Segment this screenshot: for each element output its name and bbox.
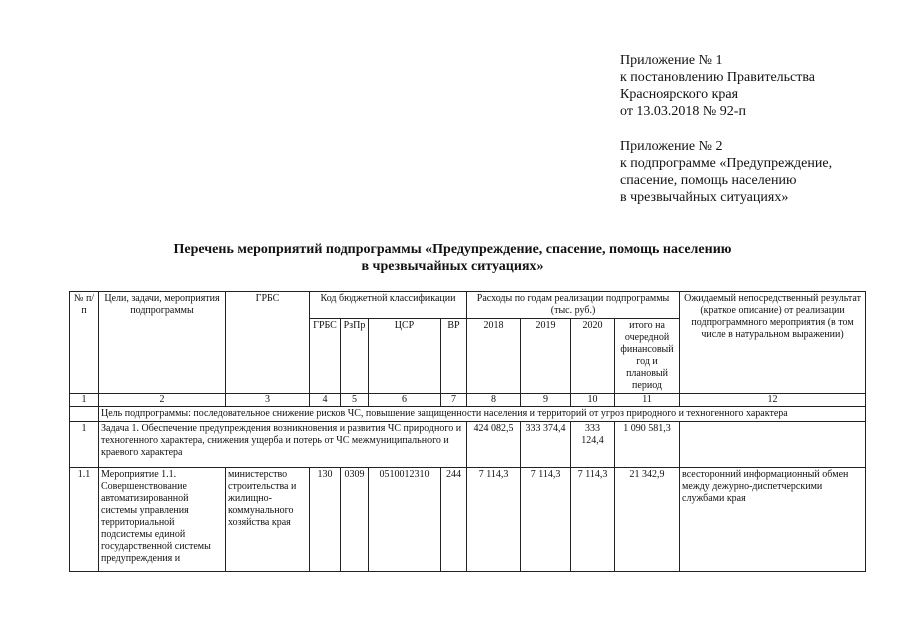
header-grbs: ГРБС <box>226 292 310 394</box>
measure-code-vr: 244 <box>441 468 467 572</box>
appendix-1-block <box>620 52 815 120</box>
title-line: Перечень мероприятий подпрограммы «Предупреждение, спасение, помощь населению <box>173 242 732 257</box>
appendix-2-block <box>620 138 832 206</box>
appendix-2-line: Приложение № 2 <box>620 139 723 154</box>
measure-text: Мероприятие 1.1. Совершенствование автоматизированной системы управления территориальной подсистемы единой государственной системы предупреждения и <box>99 468 226 572</box>
measures-table <box>69 291 866 572</box>
col-number: 2 <box>99 394 226 407</box>
header-code-rzpr: РзПр <box>341 319 369 394</box>
measure-code-rzpr: 0309 <box>341 468 369 572</box>
col-number: 9 <box>521 394 571 407</box>
header-total: итого на очередной финансовый год и плановый период <box>615 319 680 394</box>
appendix-1-line: Приложение № 1 <box>620 53 723 68</box>
header-num: № п/п <box>70 292 99 394</box>
header-goals: Цели, задачи, мероприятия подпрограммы <box>99 292 226 394</box>
task-2019: 333 374,4 <box>521 422 571 468</box>
col-number: 5 <box>341 394 369 407</box>
task-text: Задача 1. Обеспечение предупреждения возникновения и развития ЧС природного и техногенного характера, снижения ущерба и потерь от ЧС межмуниципального и краевого характера <box>99 422 467 468</box>
appendix-1-line: Красноярского края <box>620 87 739 102</box>
col-number: 3 <box>226 394 310 407</box>
task-2018: 424 082,5 <box>467 422 521 468</box>
measure-2018: 7 114,3 <box>467 468 521 572</box>
measure-2020: 7 114,3 <box>571 468 615 572</box>
col-number: 4 <box>310 394 341 407</box>
task-total: 1 090 581,3 <box>615 422 680 468</box>
header-result: Ожидаемый непосредственный результат (краткое описание) от реализации подпрограммного мероприятия (в том числе в натуральном выражении) <box>680 292 866 394</box>
measure-code-csr: 0510012310 <box>369 468 441 572</box>
header-year-2019: 2019 <box>521 319 571 394</box>
col-number: 11 <box>615 394 680 407</box>
col-number: 8 <box>467 394 521 407</box>
appendix-2-line: к подпрограмме «Предупреждение, <box>620 156 833 171</box>
col-number: 1 <box>70 394 99 407</box>
measure-result: всесторонний информационный обмен между дежурно-диспетчерскими службами края <box>680 468 866 572</box>
document-title <box>0 241 905 275</box>
task-2020: 333 124,4 <box>571 422 615 468</box>
measure-2019: 7 114,3 <box>521 468 571 572</box>
goal-row: Цель подпрограммы: последовательное снижение рисков ЧС, повышение защищенности населения и территорий от угроз природного и техногенного характера <box>99 407 866 422</box>
col-number: 6 <box>369 394 441 407</box>
appendix-2-line: спасение, помощь населению <box>620 173 797 188</box>
header-expenses: Расходы по годам реализации подпрограммы (тыс. руб.) <box>467 292 680 319</box>
header-budget-code: Код бюджетной классификации <box>310 292 467 319</box>
measure-code-grbs: 130 <box>310 468 341 572</box>
col-number: 12 <box>680 394 866 407</box>
header-year-2020: 2020 <box>571 319 615 394</box>
header-code-csr: ЦСР <box>369 319 441 394</box>
appendix-2-line: в чрезвычайных ситуациях» <box>620 190 789 205</box>
measure-grbs: министерство строительства и жилищно-коммунального хозяйства края <box>226 468 310 572</box>
header-year-2018: 2018 <box>467 319 521 394</box>
task-result <box>680 422 866 468</box>
header-code-vr: ВР <box>441 319 467 394</box>
measure-total: 21 342,9 <box>615 468 680 572</box>
appendix-1-line: к постановлению Правительства <box>620 70 816 85</box>
goal-row-num <box>70 407 99 422</box>
col-number: 10 <box>571 394 615 407</box>
col-number: 7 <box>441 394 467 407</box>
header-code-grbs: ГРБС <box>310 319 341 394</box>
title-line: в чрезвычайных ситуациях» <box>361 259 544 274</box>
task-num: 1 <box>70 422 99 468</box>
appendix-1-line: от 13.03.2018 № 92-п <box>620 104 746 119</box>
measure-num: 1.1 <box>70 468 99 572</box>
